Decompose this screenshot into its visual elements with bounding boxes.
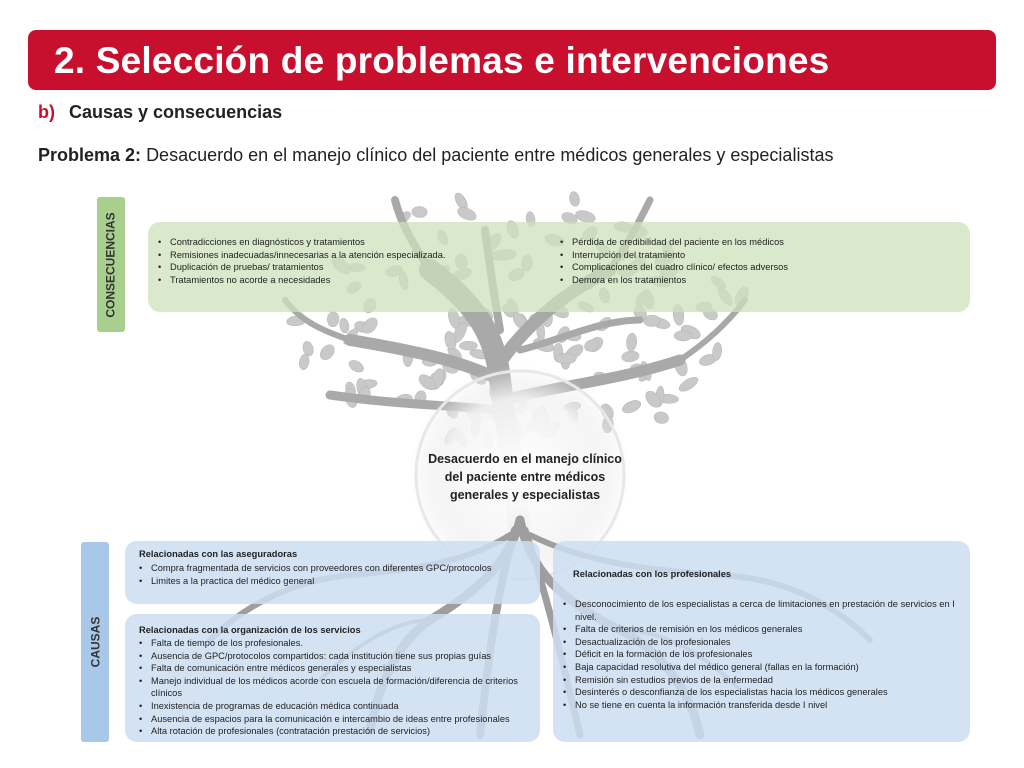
causes-aseguradoras-list <box>137 562 532 587</box>
list-item: • Ausencia de GPC/protocolos compartidos: cada institución tiene sus propias guías <box>137 650 532 663</box>
list-item: • Falta de criterios de remisión en los médicos generales <box>561 623 961 636</box>
list-item: • Remisiones inadecuadas/innecesarias a la atención especializada. <box>156 249 546 262</box>
leaf <box>459 341 477 350</box>
leaf <box>653 411 670 425</box>
list-item: • Complicaciones del cuadro clínico/ efectos adversos <box>558 261 958 274</box>
causes-profesionales-heading: Relacionadas con los profesionales <box>573 569 732 579</box>
problem-text: Desacuerdo en el manejo clínico del paciente entre médicos generales y especialistas <box>146 145 834 165</box>
list-item: • Desactualización de los profesionales <box>561 636 961 649</box>
leaf <box>677 375 700 394</box>
central-problem-line: Desacuerdo en el manejo clínico <box>428 452 622 466</box>
causas-label <box>81 542 109 742</box>
list-item: • Déficit en la formación de los profesionales <box>561 648 961 661</box>
consecuencias-label-text: CONSECUENCIAS <box>104 211 119 318</box>
leaf <box>347 358 366 375</box>
list-item: • Compra fragmentada de servicios con proveedores con diferentes GPC/protocolos <box>137 562 532 575</box>
central-problem-line: generales y especialistas <box>449 488 601 502</box>
list-item: • Falta de tiempo de los profesionales. <box>137 637 532 650</box>
list-item: • No se tiene en cuenta la información transferida desde I nivel <box>561 699 961 712</box>
causes-aseguradoras-heading: Relacionadas con las aseguradoras <box>139 549 298 559</box>
problem-label: Problema 2: <box>38 145 142 165</box>
list-item: • Baja capacidad resolutiva del médico general (fallas en la formación) <box>561 661 961 674</box>
causes-profesionales-box <box>553 541 970 742</box>
leaf <box>712 342 723 361</box>
list-item: • Inexistencia de programas de educación médica continuada <box>137 700 532 713</box>
causes-profesionales-list <box>561 598 961 711</box>
subheading-marker: b) <box>38 102 55 122</box>
list-item: • Ausencia de espacios para la comunicación e intercambio de ideas entre profesionales <box>137 713 532 726</box>
leaf <box>620 398 642 416</box>
list-item: • Pérdida de credibilidad del paciente en los médicos <box>558 236 958 249</box>
leaf <box>621 350 640 363</box>
leaf <box>327 311 340 327</box>
leaf <box>298 354 310 371</box>
leaf <box>626 333 638 352</box>
causes-aseguradoras-box <box>125 541 540 604</box>
central-problem-line: del paciente entre médicos <box>444 470 606 484</box>
list-item: • Limites a la practica del médico general <box>137 575 532 588</box>
list-item: • Interrupción del tratamiento <box>558 249 958 262</box>
causes-organizacion-list <box>137 637 532 738</box>
leaf <box>317 342 337 362</box>
leaf <box>568 191 580 208</box>
subheading-text: Causas y consecuencias <box>69 102 283 122</box>
consequences-left-list <box>156 236 546 286</box>
causas-label-text: CAUSAS <box>88 616 103 668</box>
list-item: • Remisión sin estudios previos de la enfermedad <box>561 674 961 687</box>
causes-organizacion-box <box>125 614 540 742</box>
consequences-right-list <box>558 236 958 286</box>
list-item: • Contradicciones en diagnósticos y tratamientos <box>156 236 546 249</box>
causes-organizacion-heading: Relacionadas con la organización de los servicios <box>139 625 361 635</box>
consecuencias-label <box>97 197 125 332</box>
leaf <box>411 206 427 218</box>
list-item: • Tratamientos no acorde a necesidades <box>156 274 546 287</box>
central-problem <box>415 450 635 504</box>
list-item: • Falta de comunicación entre médicos generales y especialistas <box>137 662 532 675</box>
consequences-box <box>148 222 970 312</box>
page-title: 2. Selección de problemas e intervenciones <box>54 40 830 81</box>
list-item: • Desconocimiento de los especialistas a cerca de limitaciones en prestación de servicios en I nivel. <box>561 598 961 623</box>
list-item: • Desinterés o desconfianza de los especialistas hacia los médicos generales <box>561 686 961 699</box>
list-item: • Alta rotación de profesionales (contratación prestación de servicios) <box>137 725 532 738</box>
list-item: • Duplicación de pruebas/ tratamientos <box>156 261 546 274</box>
leaf <box>338 317 350 333</box>
list-item: • Manejo individual de los médicos acorde con escuela de formación/diferencia de criterios clínicos <box>137 675 532 700</box>
list-item: • Demora en los tratamientos <box>558 274 958 287</box>
leaf <box>556 353 577 364</box>
